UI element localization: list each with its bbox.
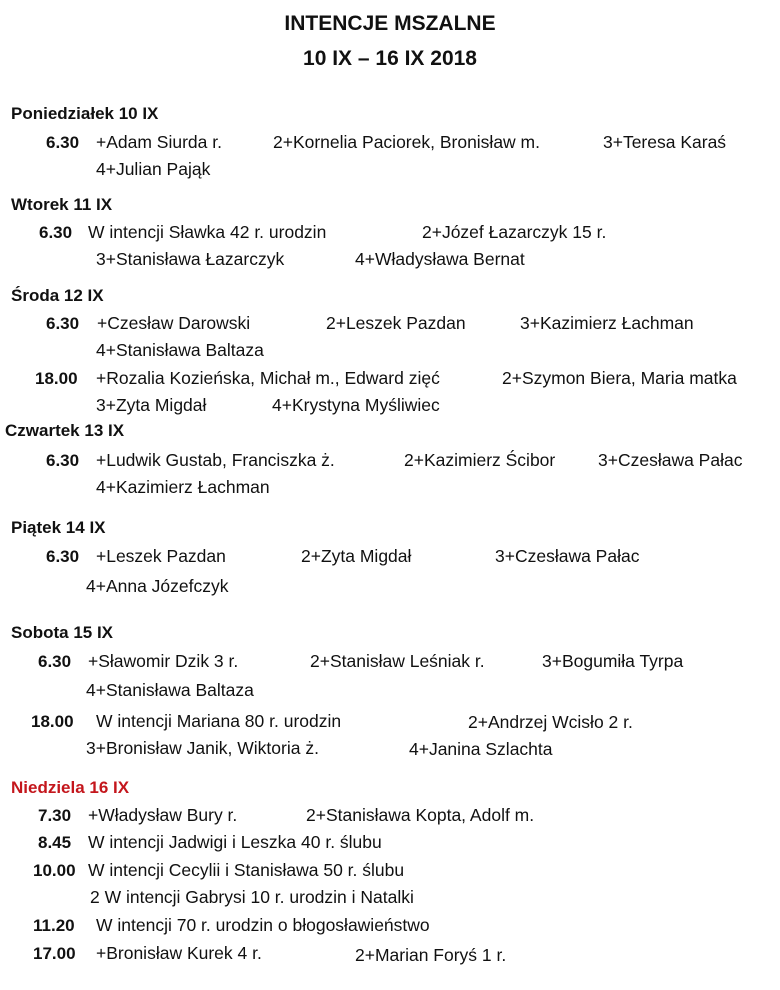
mass-time: 6.30	[46, 314, 80, 333]
intention: 3+Teresa Karaś	[603, 132, 727, 152]
intention: 2 W intencji Gabrysi 10 r. urodzin i Natalki	[90, 887, 414, 907]
intention: +Czesław Darowski	[97, 313, 251, 333]
date-range: 10 IX – 16 IX 2018	[303, 47, 477, 70]
day-heading: Poniedziałek 10 IX	[11, 104, 159, 123]
mass-time: 11.20	[33, 916, 75, 935]
intention: +Adam Siurda r.	[96, 132, 222, 152]
intention: 4+Stanisława Baltaza	[96, 340, 264, 360]
intention: +Rozalia Kozieńska, Michał m., Edward zięć	[96, 368, 440, 388]
day-heading: Czwartek 13 IX	[5, 421, 125, 440]
mass-time: 6.30	[46, 547, 80, 566]
day-heading: Sobota 15 IX	[11, 623, 114, 642]
mass-time: 18.00	[35, 369, 78, 388]
intention: 3+Bogumiła Tyrpa	[542, 651, 684, 671]
intention: 2+Stanisława Kopta, Adolf m.	[306, 805, 535, 825]
intention: +Leszek Pazdan	[96, 546, 226, 566]
intention: 4+Janina Szlachta	[409, 739, 553, 759]
mass-time: 6.30	[46, 451, 80, 470]
intention: W intencji 70 r. urodzin o błogosławieństwo	[96, 915, 430, 935]
day-heading: Wtorek 11 IX	[11, 195, 113, 214]
intention: 4+Krystyna Myśliwiec	[272, 395, 440, 415]
intention: +Ludwik Gustab, Franciszka ż.	[96, 450, 335, 470]
day-heading-sunday: Niedziela 16 IX	[11, 778, 130, 797]
day-heading: Piątek 14 IX	[11, 518, 106, 537]
mass-time: 17.00	[33, 944, 76, 963]
intention: 2+Marian Foryś 1 r.	[355, 945, 507, 965]
intention: 3+Bronisław Janik, Wiktoria ż.	[86, 738, 319, 758]
mass-time: 6.30	[46, 133, 80, 152]
intention: 2+Andrzej Wcisło 2 r.	[468, 712, 633, 732]
mass-time: 10.00	[33, 861, 76, 880]
intention: 2+Leszek Pazdan	[326, 313, 466, 333]
intention: 2+Stanisław Leśniak r.	[310, 651, 485, 671]
page-title: INTENCJE MSZALNE	[284, 12, 496, 35]
mass-time: 7.30	[38, 806, 72, 825]
intention: W intencji Cecylii i Stanisława 50 r. ślubu	[88, 860, 405, 880]
intention: 2+Kornelia Paciorek, Bronisław m.	[273, 132, 540, 152]
intention: 2+Szymon Biera, Maria matka	[502, 368, 737, 388]
intention: W intencji Sławka 42 r. urodzin	[88, 222, 327, 242]
intention: 3+Zyta Migdał	[96, 395, 207, 415]
day-heading: Środa 12 IX	[11, 286, 104, 305]
intention: 2+Józef Łazarczyk 15 r.	[422, 222, 607, 242]
intention: 4+Kazimierz Łachman	[96, 477, 270, 497]
intention: 3+Stanisława Łazarczyk	[96, 249, 285, 269]
intention: 3+Czesława Pałac	[495, 546, 640, 566]
intention: +Władysław Bury r.	[88, 805, 238, 825]
intention: 4+Władysława Bernat	[355, 249, 525, 269]
intention: 3+Czesława Pałac	[598, 450, 743, 470]
mass-time: 6.30	[38, 652, 72, 671]
intention: 4+Julian Pająk	[96, 159, 211, 179]
intention: 3+Kazimierz Łachman	[520, 313, 694, 333]
intention: W intencji Jadwigi i Leszka 40 r. ślubu	[88, 832, 382, 852]
intention: +Bronisław Kurek 4 r.	[96, 943, 262, 963]
intention: 2+Zyta Migdał	[301, 546, 412, 566]
intention: 4+Stanisława Baltaza	[86, 680, 254, 700]
mass-time: 8.45	[38, 833, 72, 852]
intention: +Sławomir Dzik 3 r.	[88, 651, 239, 671]
mass-time: 18.00	[31, 712, 74, 731]
intention: 2+Kazimierz Ścibor	[404, 450, 556, 470]
mass-time: 6.30	[39, 223, 73, 242]
intention: W intencji Mariana 80 r. urodzin	[96, 711, 342, 731]
intention: 4+Anna Józefczyk	[86, 576, 229, 596]
